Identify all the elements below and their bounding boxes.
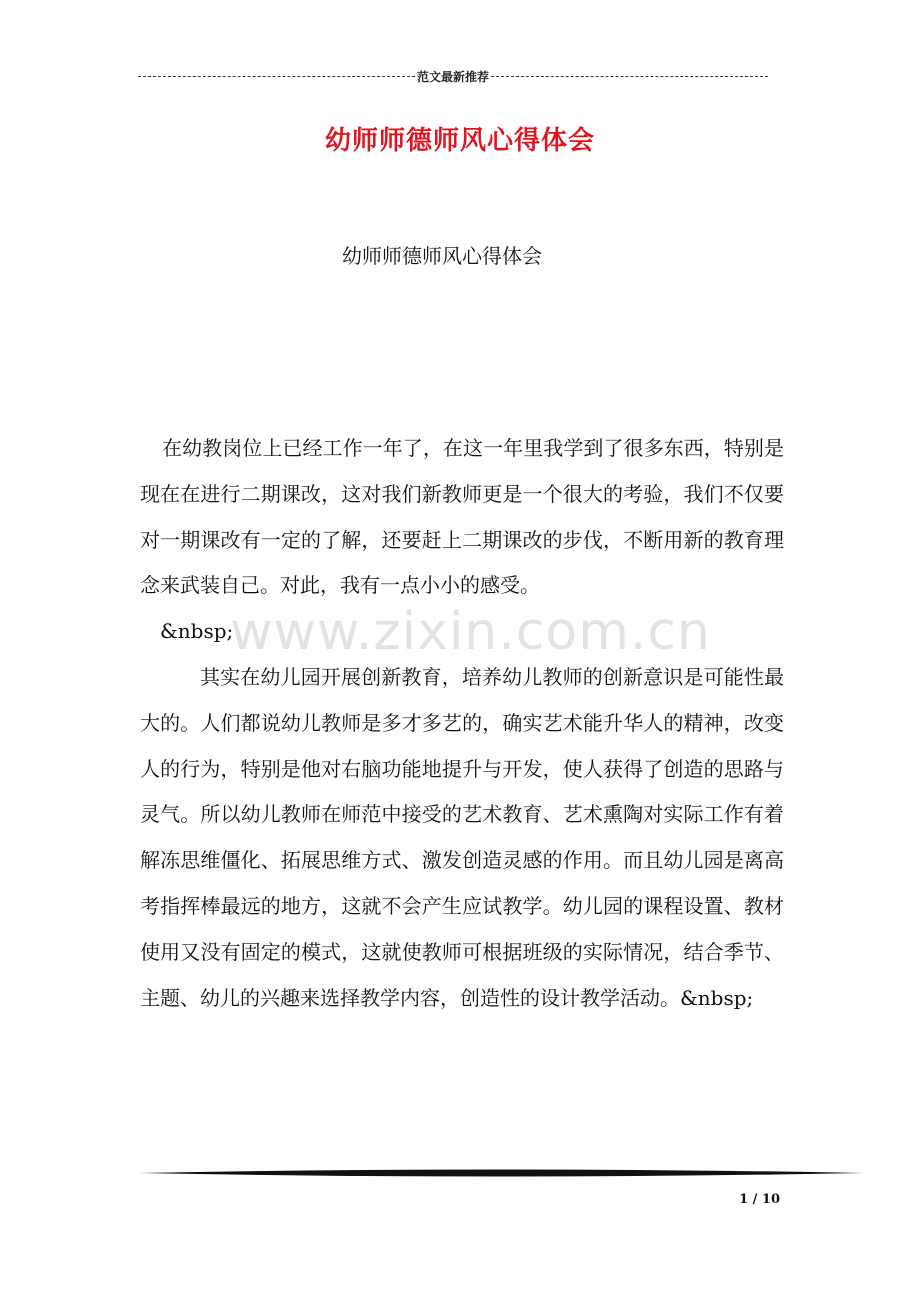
page-header	[138, 66, 768, 86]
document-body	[140, 426, 784, 1021]
page-number: 1 / 10	[739, 1192, 780, 1207]
footer-rule	[140, 1167, 864, 1179]
paragraph-2: &nbsp;	[160, 619, 234, 644]
paragraph-3: 其实在幼儿园开展创新教育，培养幼儿教师的创新意识是可能性最大的。人们都说幼儿教师是多才多艺的，确实艺术能升华人的精神，改变人的行为，特别是他对右脑功能地提升与开发，使人获得了创造的思路与灵气。所以幼儿教师在师范中接受的艺术教育、艺术熏陶对实际工作有着解冻思维僵化、拓展思维方式、激发创造灵感的作用。而且幼儿园是离高考指挥棒最远的地方，这就不会产生应试教学。幼儿园的课程设置、教材使用又没有固定的模式，这就使教师可根据班级的实际情况，结合季节、主题、幼儿的兴趣来选择教学内容，创造性的设计教学活动。&nbsp;	[140, 664, 784, 1010]
paragraph-1: 在幼教岗位上已经工作一年了，在这一年里我学到了很多东西，特别是现在在进行二期课改，这对我们新教师更是一个很大的考验，我们不仅要对一期课改有一定的了解，还要赶上二期课改的步伐，不断用新的教育理念来武装自己。对此，我有一点小小的感受。	[140, 436, 784, 598]
watermark: www.zixin.com.cn	[230, 602, 711, 662]
header-label: 范文最新推荐	[417, 69, 490, 84]
header-dash-right	[491, 76, 768, 77]
header-dash-left	[138, 76, 415, 77]
document-subtitle: 幼师师德师风心得体会	[342, 244, 542, 268]
document-title: 幼师师德师风心得体会	[324, 126, 595, 156]
